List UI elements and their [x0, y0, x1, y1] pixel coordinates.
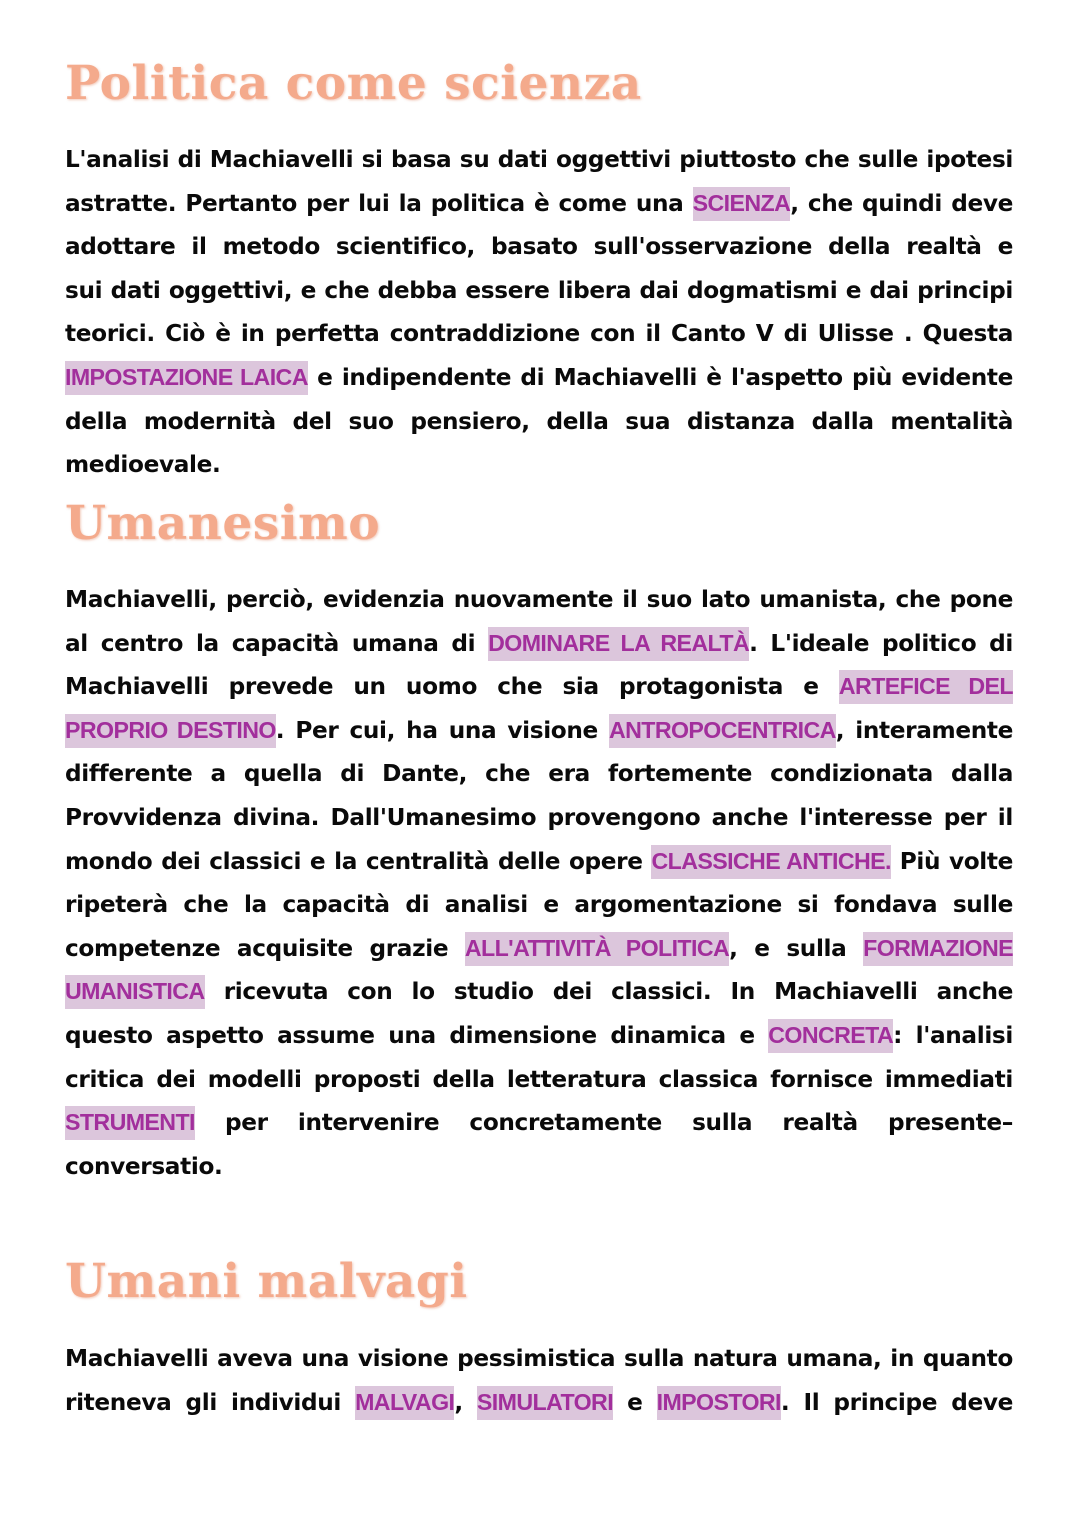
text-segment: ricevuta con lo studio dei classici. In Machiavelli anche — [204, 978, 1013, 1006]
text-line — [65, 927, 1013, 971]
text-segment: e indipendente di Machiavelli è l'aspetto più evidente — [307, 363, 1013, 391]
text-line — [65, 225, 1013, 269]
text-line — [65, 138, 1013, 182]
text-line — [65, 269, 1013, 313]
text-segment: competenze acquisite grazie — [65, 934, 465, 962]
text-segment: , che quindi deve — [790, 189, 1013, 217]
text-segment: Più volte — [890, 847, 1014, 875]
highlighted-term: CLASSICHE ANTICHE. — [651, 845, 890, 879]
text-segment: , e sulla — [729, 934, 864, 962]
highlighted-term: MALVAGI — [355, 1386, 454, 1420]
text-line — [65, 443, 1013, 487]
highlighted-term: SCIENZA — [693, 187, 791, 221]
text-segment: L'analisi di Machiavelli si basa su dati oggettivi piuttosto che sulle ipotesi — [65, 146, 1013, 173]
text-line — [65, 182, 1013, 226]
text-line — [65, 622, 1013, 666]
highlighted-term: ANTROPOCENTRICA — [609, 714, 836, 748]
text-line — [65, 400, 1013, 444]
text-segment: . Il principe deve — [780, 1388, 1013, 1416]
text-line — [65, 752, 1013, 796]
heading-umanesimo: Umanesimo — [65, 496, 381, 551]
heading-umani-malvagi: Umani malvagi — [65, 1254, 468, 1309]
text-segment: Provvidenza divina. Dall'Umanesimo provengono anche l'interesse per il — [65, 803, 1013, 831]
paragraph-umanesimo — [65, 578, 1013, 1188]
text-segment: Machiavelli aveva una visione pessimistica sulla natura umana, in quanto — [65, 1345, 1013, 1372]
text-segment: sui dati oggettivi, e che debba essere libera dai dogmatismi e dai principi — [65, 276, 1013, 304]
text-segment: questo aspetto assume una dimensione dinamica e — [65, 1021, 769, 1049]
paragraph-politica-come-scienza — [65, 138, 1013, 487]
highlighted-term: FORMAZIONE — [863, 932, 1013, 966]
text-line — [65, 665, 1013, 709]
text-segment: critica dei modelli proposti della letteratura classica fornisce immediati — [65, 1065, 1013, 1093]
highlighted-term: PROPRIO DESTINO — [65, 714, 276, 748]
highlighted-term: DOMINARE LA REALTÀ — [488, 627, 749, 661]
text-segment: teorici. Ciò è in perfetta contraddizione con il Canto V di Ulisse . Questa — [65, 320, 1013, 348]
highlighted-term: UMANISTICA — [65, 975, 205, 1009]
text-segment: Machiavelli, perciò, evidenzia nuovamente il suo lato umanista, che pone — [65, 586, 1013, 613]
text-line — [65, 709, 1013, 753]
text-segment: per intervenire concretamente sulla realtà presente– — [194, 1109, 1013, 1137]
text-line — [65, 970, 1013, 1014]
text-line — [65, 1101, 1013, 1145]
text-segment: differente a quella di Dante, che era fortemente condizionata dalla — [65, 760, 1013, 788]
heading-politica-come-scienza: Politica come scienza — [65, 56, 642, 111]
text-line — [65, 840, 1013, 884]
text-segment: . L'ideale politico di — [749, 629, 1013, 657]
text-segment: mondo dei classici e la centralità delle opere — [65, 847, 652, 875]
highlighted-term: CONCRETA — [768, 1019, 893, 1053]
text-line — [65, 883, 1013, 927]
text-segment: della modernità del suo pensiero, della sua distanza dalla mentalità — [65, 407, 1013, 435]
text-segment: e — [613, 1388, 657, 1416]
text-segment: riteneva gli individui — [65, 1388, 356, 1416]
text-segment: Machiavelli prevede un uomo che sia protagonista e — [65, 673, 839, 701]
text-line — [65, 1381, 1013, 1425]
text-line — [65, 1145, 1013, 1189]
text-segment: al centro la capacità umana di — [65, 629, 489, 657]
highlighted-term: SIMULATORI — [477, 1386, 613, 1420]
text-segment: , interamente — [835, 716, 1013, 744]
text-segment: conversatio. — [65, 1152, 223, 1180]
text-segment: astratte. Pertanto per lui la politica è come una — [65, 189, 693, 217]
text-line — [65, 312, 1013, 356]
highlighted-term: ARTEFICE DEL — [839, 670, 1013, 704]
text-line — [65, 796, 1013, 840]
text-segment: , — [454, 1388, 477, 1416]
highlighted-term: IMPOSTORI — [657, 1386, 781, 1420]
highlighted-term: STRUMENTI — [65, 1106, 195, 1140]
highlighted-term: IMPOSTAZIONE LAICA — [65, 361, 308, 395]
text-line — [65, 1014, 1013, 1058]
text-segment: medioevale. — [65, 451, 221, 479]
text-segment: ripeterà che la capacità di analisi e argomentazione si fondava sulle — [65, 891, 1013, 919]
text-line — [65, 1058, 1013, 1102]
text-segment: . Per cui, ha una visione — [275, 716, 609, 744]
text-segment: adottare il metodo scientifico, basato sull'osservazione della realtà e — [65, 233, 1013, 261]
text-line — [65, 1337, 1013, 1381]
text-line — [65, 578, 1013, 622]
paragraph-umani-malvagi — [65, 1337, 1013, 1424]
text-segment: : l'analisi — [893, 1021, 1013, 1049]
text-line — [65, 356, 1013, 400]
highlighted-term: ALL'ATTIVITÀ POLITICA — [465, 932, 729, 966]
